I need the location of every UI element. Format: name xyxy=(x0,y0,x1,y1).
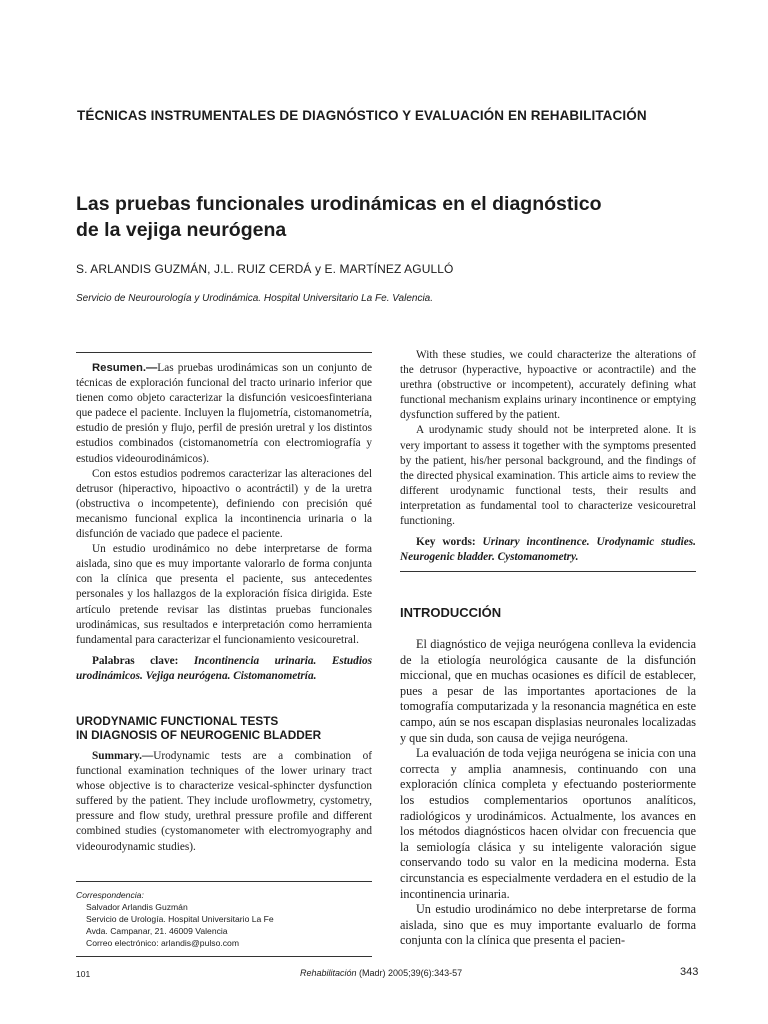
footer-left-number: 101 xyxy=(76,969,91,979)
correspondence-name: Salvador Arlandis Guzmán xyxy=(86,902,188,912)
introduction-paragraph-1: El diagnóstico de vejiga neurógena conlleva la evidencia de la etiología neurológica causante de la disfunción miccional, que en muchas ocasiones es difícil de establecer, pues a pesar de las importantes aportaciones de la tomografía computarizada y la resonancia magnética en este campo, aún se nos escapan displasias neuronales localizadas y que sin duda, son causa de vejiga neurógena. xyxy=(400,637,696,745)
introduction-paragraph-2: La evaluación de toda vejiga neurógena se inicia con una correcta y amplia anamnesis, continuando con una exploración clínica completa y efectuando posteriormente los estudios complementarios oportunos analíticos, radiológicos y urodinámicos. Actualmente, los avances en los métodos diagnósticos hacen olvidar con frecuencia que la semiología clásica y su inteligente valoración sigue conservando todo su valor en la medicina moderna. Esta circunstancia es especialmente verdadera en el estudio de la incontinencia urinaria. xyxy=(400,746,696,901)
article-title-line-1: Las pruebas funcionales urodinámicas en el diagnóstico xyxy=(76,193,602,215)
abstract-spanish xyxy=(76,361,372,684)
correspondence-label: Correspondencia: xyxy=(76,890,144,900)
affiliation: Servicio de Neurourología y Urodinámica. Hospital Universitario La Fe. Valencia. xyxy=(76,293,434,304)
summary-english-continued xyxy=(400,348,696,565)
article-title xyxy=(76,191,696,243)
authors: S. ARLANDIS GUZMÁN, J.L. RUIZ CERDÁ y E. MARTÍNEZ AGULLÓ xyxy=(76,262,454,276)
abstract-paragraph-2: Con estos estudios podremos caracterizar las alteraciones del detrusor (hiperactivo, hipoactivo o acontráctil) y de la uretra (obstructiva o incompetente), definiendo con precisión qué mecanismo funcional explica la incontinencia urinaria o la disfunción de vaciado que padece el paciente. xyxy=(76,467,372,541)
summary-lead: Summary.— xyxy=(92,750,154,762)
correspondence-bottom-rule xyxy=(76,956,372,957)
footer-citation: Rehabilitación (Madr) 2005;39(6):343-57 xyxy=(300,968,463,978)
abstract-lead: Resumen.— xyxy=(92,362,158,374)
page-number: 343 xyxy=(680,966,699,978)
summary-english xyxy=(76,749,372,855)
left-column-top-rule xyxy=(76,352,372,353)
correspondence-dept: Servicio de Urología. Hospital Universitario La Fe xyxy=(86,914,274,924)
introduction-heading: INTRODUCCIÓN xyxy=(400,605,502,620)
section-header: TÉCNICAS INSTRUMENTALES DE DIAGNÓSTICO Y EVALUACIÓN EN REHABILITACIÓN xyxy=(77,108,647,123)
summary-paragraph-1: Summary.—Urodynamic tests are a combination of functional examination techniques of the lower urinary tract whose objective is to characterize vesical-sphincter dysfunction suffered by the patient. They include uroflowmetry, cystometry, pressure and flow study, urethral pressure profile and different combined studies (cystomanometer with electromyography and videourodynamic studies). xyxy=(76,750,372,853)
summary-heading: URODYNAMIC FUNCTIONAL TESTS IN DIAGNOSIS OF NEUROGENIC BLADDER xyxy=(76,714,322,742)
correspondence-rule xyxy=(76,881,372,882)
article-title-line-2: de la vejiga neurógena xyxy=(76,219,287,241)
correspondence-address: Avda. Campanar, 21. 46009 Valencia xyxy=(86,926,228,936)
summary-paragraph-2: With these studies, we could characterize the alterations of the detrusor (hyperactive, hypoactive or acontractile) and the urethra (obstructive or incompetent), accurately defining what functional mechanism explains urinary incontinence or emptying dysfunction suffered by the patient. xyxy=(400,349,696,422)
correspondence-email: Correo electrónico: arlandis@pulso.com xyxy=(86,938,239,948)
introduction-paragraph-3: Un estudio urodinámico no debe interpretarse de forma aislada, sino que es muy importante evaluarlo de forma conjunta con la clínica que presenta el pacien- xyxy=(400,902,696,948)
introduction-body xyxy=(400,637,696,949)
abstract-paragraph-3: Un estudio urodinámico no debe interpretarse de forma aislada, sino que es muy importante valorarlo de forma conjunta con la clínica que presenta el paciente, sus antecedentes personales y los hallazgos de la exploración física dirigida. Este artículo pretende revisar las distintas pruebas funcionales urodinámicas, sus resultados e interpretación como herramienta fundamental para caracterizar el funcionamiento vesicouretral. xyxy=(76,543,372,646)
right-column-rule xyxy=(400,571,696,572)
summary-paragraph-3: A urodynamic study should not be interpreted alone. It is very important to assess it together with the symptoms presented by the patient, his/her personal background, and the findings of the directed physical examination. This article aims to review the different urodynamic functional tests, their results and interpretation as fundamental tool to characterize vesicouretral functioning. xyxy=(400,424,696,528)
keywords-spanish: Palabras clave: Incontinencia urinaria. Estudios urodinámicos. Vejiga neurógena. Cistomanometría. xyxy=(76,654,372,682)
abstract-paragraph-1: Resumen.—Las pruebas urodinámicas son un conjunto de técnicas de exploración funcional del tracto urinario inferior que tienen como objeto caracterizar la disfunción vesicoesfinteriana que padece el paciente. Incluyen la flujometría, cistomanometría, estudio de presión y flujo, perfil de presión uretral y los distintos estudios combinados (cistomanometría con electromiografía y estudios videourodinámicos). xyxy=(76,362,372,465)
keywords-english: Key words: Urinary incontinence. Urodynamic studies. Neurogenic bladder. Cystomanometry. xyxy=(400,536,696,564)
correspondence-block xyxy=(76,889,376,949)
